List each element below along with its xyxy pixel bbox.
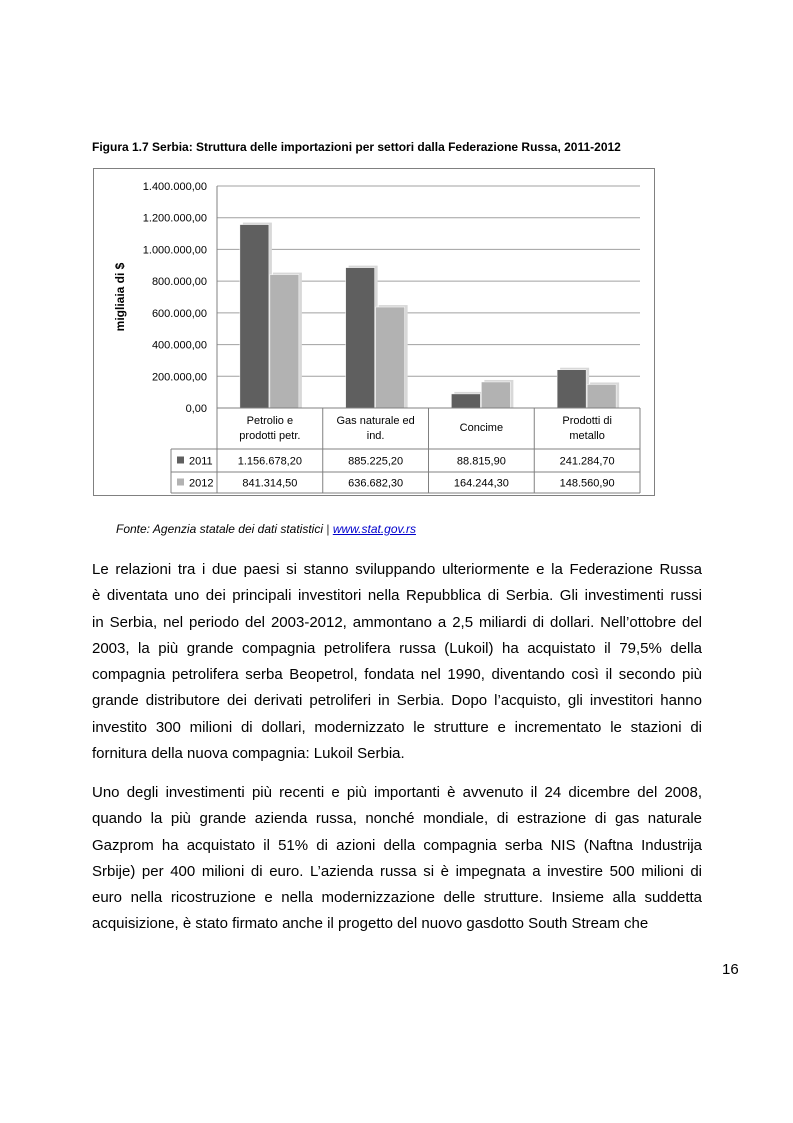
y-tick-label: 200.000,00 [151,371,207,384]
category-label: Petrolio e [246,415,294,427]
y-tick-label: 800.000,00 [151,276,207,289]
source-separator: | [326,522,330,536]
bar-2011-1 [346,268,375,408]
text-line: Le relazioni tra i due paesi si stanno sviluppando ulteriormente e la Federazione Russa [92,561,702,578]
category-label: prodotti petr. [239,430,301,442]
text-line: è diventata uno dei principali investitori nella Repubblica di Serbia. Gli investimenti russi [92,587,702,605]
legend-label: 2011 [189,455,213,468]
bar-chart [94,169,654,495]
y-tick-label: 1.000.000,00 [142,244,207,257]
category-label: Concime [459,422,504,434]
text-line: grande distributore dei derivati petroliferi in Serbia. Dopo l’acquisto, gli investitori hanno [92,692,702,710]
bar-2012-0 [270,275,299,408]
bar-2011-2 [451,394,480,408]
category-label: ind. [366,430,385,442]
text-line: compagnia petrolifera serba Beopetrol, fondata nel 1990, diventando così il secondo più [92,666,702,684]
y-tick-label: 600.000,00 [151,307,207,320]
page-number: 16 [722,961,739,978]
legend-label: 2012 [189,477,214,490]
bar-2012-1 [376,307,405,408]
source-link[interactable]: www.stat.gov.rs [332,522,416,536]
y-tick-label: 1.200.000,00 [142,212,207,225]
text-line: acquisizione, è stato firmato anche il progetto del nuovo gasdotto South Stream che [92,915,649,933]
paragraph-2 [92,780,702,938]
data-label: 88.815,90 [456,455,506,468]
data-label: 164.244,30 [453,477,509,490]
legend-key-2012 [177,479,184,486]
data-label: 841.314,50 [242,477,298,490]
text-line: in Serbia, nel periodo del 2003-2012, ammontano a 2,5 miliardi di dollari. Nell’ottobre del [92,613,702,631]
text-line: Uno degli investimenti più recenti e più importanti è avvenuto il 24 dicembre del 2008, [92,784,702,801]
text-line: fornitura della nuova compagnia: Lukoil Serbia. [92,745,405,763]
y-tick-label: 1.400.000,00 [142,181,207,193]
category-label: metallo [569,430,605,442]
data-label: 148.560,90 [559,477,615,490]
text-line: investito 300 milioni di dollari, modernizzato le strutture e incrementato le stazioni di [92,718,702,736]
data-label: 885.225,20 [348,455,404,468]
bar-2012-2 [481,382,510,408]
text-line: euro nella ricostruzione e nella modernizzazione delle strutture. Insieme alla suddetta [92,889,702,907]
bar-2011-3 [557,370,586,408]
source-label: Fonte: Agenzia statale dei dati statistici [116,522,323,536]
bar-2012-3 [587,384,616,408]
data-label: 241.284,70 [559,455,615,468]
legend-key-2011 [177,457,184,464]
category-label: Prodotti di [562,415,612,427]
bar-2011-0 [240,225,269,408]
y-axis-title: migliaia di $ [113,262,127,332]
paragraph-1 [92,557,702,767]
data-label: 1.156.678,20 [237,455,302,468]
y-tick-label: 0,00 [185,403,207,415]
figure-caption: Figura 1.7 Serbia: Struttura delle importazioni per settori dalla Federazione Russa, 2011-2012 [92,140,621,154]
text-line: Srbije) per 400 milioni di euro. L’azienda russa si è impegnata a investire 500 milioni di [92,862,702,880]
chart-frame [93,168,655,496]
data-label: 636.682,30 [348,477,404,490]
text-line: 2003, la più grande compagnia petrolifera russa (Lukoil) ha acquistato il 79,5% della [92,639,702,657]
figure-source [116,522,416,536]
y-tick-label: 400.000,00 [151,339,207,352]
text-line: Gazprom ha acquistato il 51% di azioni della compagnia serba NIS (Naftna Industrija [92,836,702,854]
category-label: Gas naturale ed [336,415,415,427]
text-line: quando la più grande azienda russa, nonché mondiale, di estrazione di gas naturale [92,810,702,828]
